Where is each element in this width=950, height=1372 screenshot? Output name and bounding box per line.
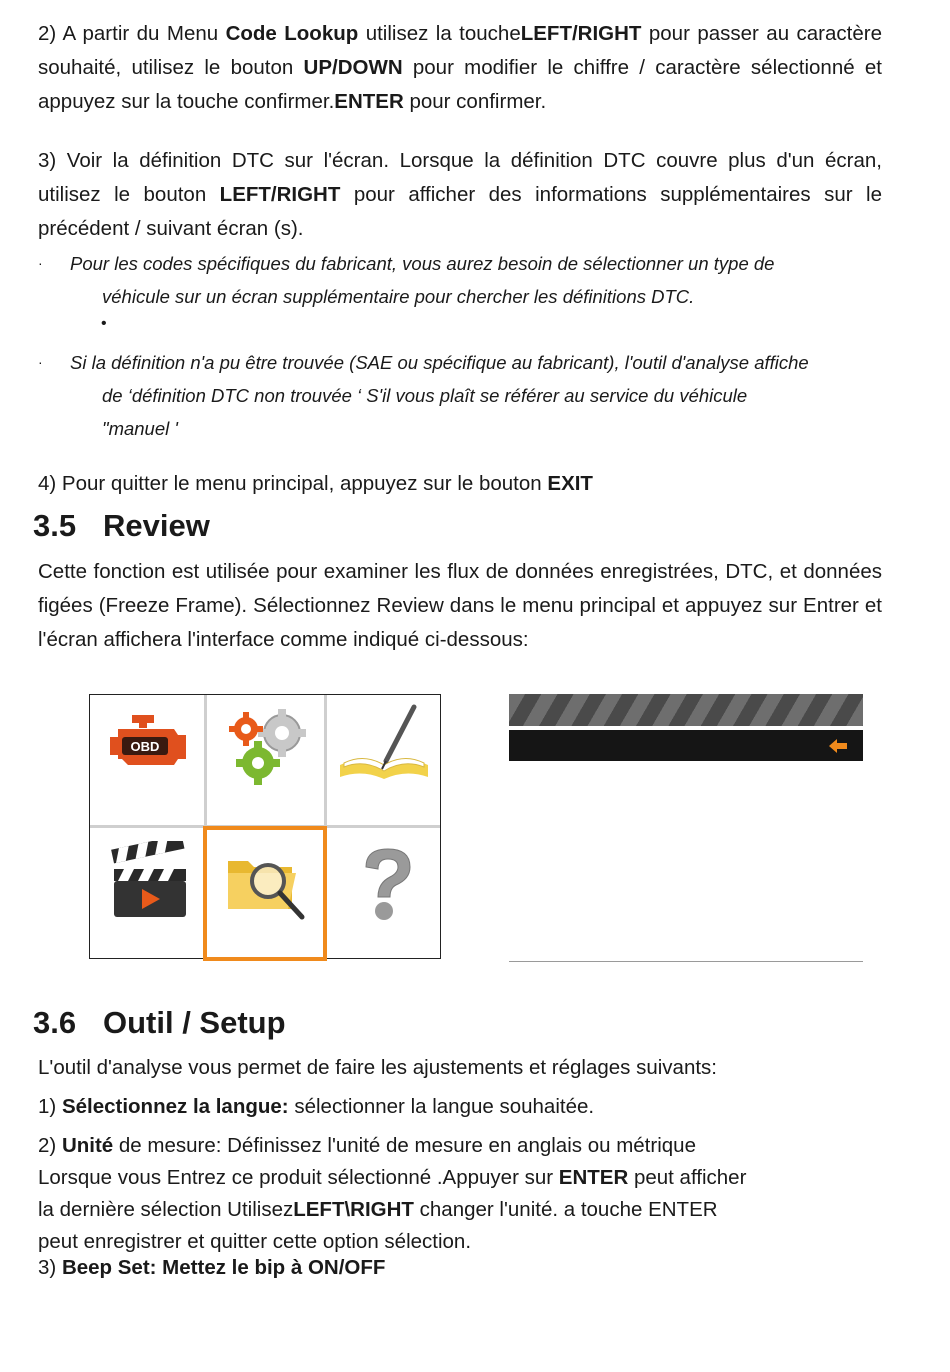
back-arrow-icon[interactable]	[829, 739, 847, 753]
setup-item-unit-line2: Lorsque vous Entrez ce produit sélectionné .Appuyer sur ENTER peut afficher	[38, 1166, 747, 1189]
book-pen-icon[interactable]	[336, 703, 432, 787]
section-3-6-heading: 3.6 Outil / Setup	[33, 1005, 286, 1040]
setup-item-unit-line4: peut enregistrer et quitter cette option sélection.	[38, 1230, 472, 1253]
bullet-definition-not-found: · Si la définition n'a pu être trouvée (SAE ou spécifique au fabricant), l'outil d'analyse affiche de ‘définition DTC non trouvée ‘ S'il vous plaît se référer au service du véhicule "manuel '	[38, 352, 809, 439]
selected-review-highlight	[203, 826, 327, 961]
setup-item-language: 1) Sélectionnez la langue: sélectionner la langue souhaitée.	[38, 1095, 595, 1118]
obd-label: OBD	[130, 739, 160, 754]
help-question-icon[interactable]	[352, 845, 422, 925]
engine-obd-icon[interactable]	[108, 713, 188, 779]
lone-bullet: •	[101, 315, 107, 332]
setup-item-unit-line3: la dernière sélection UtilisezLEFT\RIGHT changer l'unité. a touche ENTER	[38, 1198, 718, 1221]
screen-bottom-rule	[509, 961, 863, 962]
step-4-line: 4) Pour quitter le menu principal, appuyez sur le bouton EXIT	[38, 472, 593, 495]
bullet-manufacturer-codes: · Pour les codes spécifiques du fabricant, vous aurez besoin de sélectionner un type de véhicule sur un écran supplémentaire pour chercher les définitions DTC.	[38, 253, 775, 307]
setup-item-beep: 3) Beep Set: Mettez le bip à ON/OFF	[38, 1256, 386, 1279]
screen-title-bar	[509, 694, 863, 726]
step-3-paragraph: 3) Voir la définition DTC sur l'écran. Lorsque la définition DTC couvre plus d'un écran, utilisez le bouton LEFT/RIGHT pour afficher des informations supplémentaires sur le précédent / suivant écran (s).	[38, 149, 882, 240]
section-3-6-intro: L'outil d'analyse vous permet de faire les ajustements et réglages suivants:	[38, 1056, 718, 1079]
step-2-paragraph: 2) A partir du Menu Code Lookup utilisez la toucheLEFT/RIGHT pour passer au caractère souhaité, utilisez le bouton UP/DOWN pour modifier le chiffre / caractère sélectionné et appuyez sur la touche confirmer.ENTER pour confirmer.	[38, 22, 882, 113]
clapperboard-icon[interactable]	[110, 841, 190, 919]
screen-dark-bar	[509, 730, 863, 761]
section-3-5-heading: 3.5 Review	[33, 508, 210, 543]
setup-item-unit: 2) Unité de mesure: Définissez l'unité de mesure en anglais ou métrique	[38, 1134, 696, 1157]
section-3-5-body: Cette fonction est utilisée pour examiner les flux de données enregistrées, DTC, et données figées (Freeze Frame). Sélectionnez Review dans le menu principal et appuyez sur Entrer et l'écran affichera l'interface comme indiqué ci-dessous:	[38, 560, 882, 651]
settings-gears-icon[interactable]	[224, 709, 310, 789]
